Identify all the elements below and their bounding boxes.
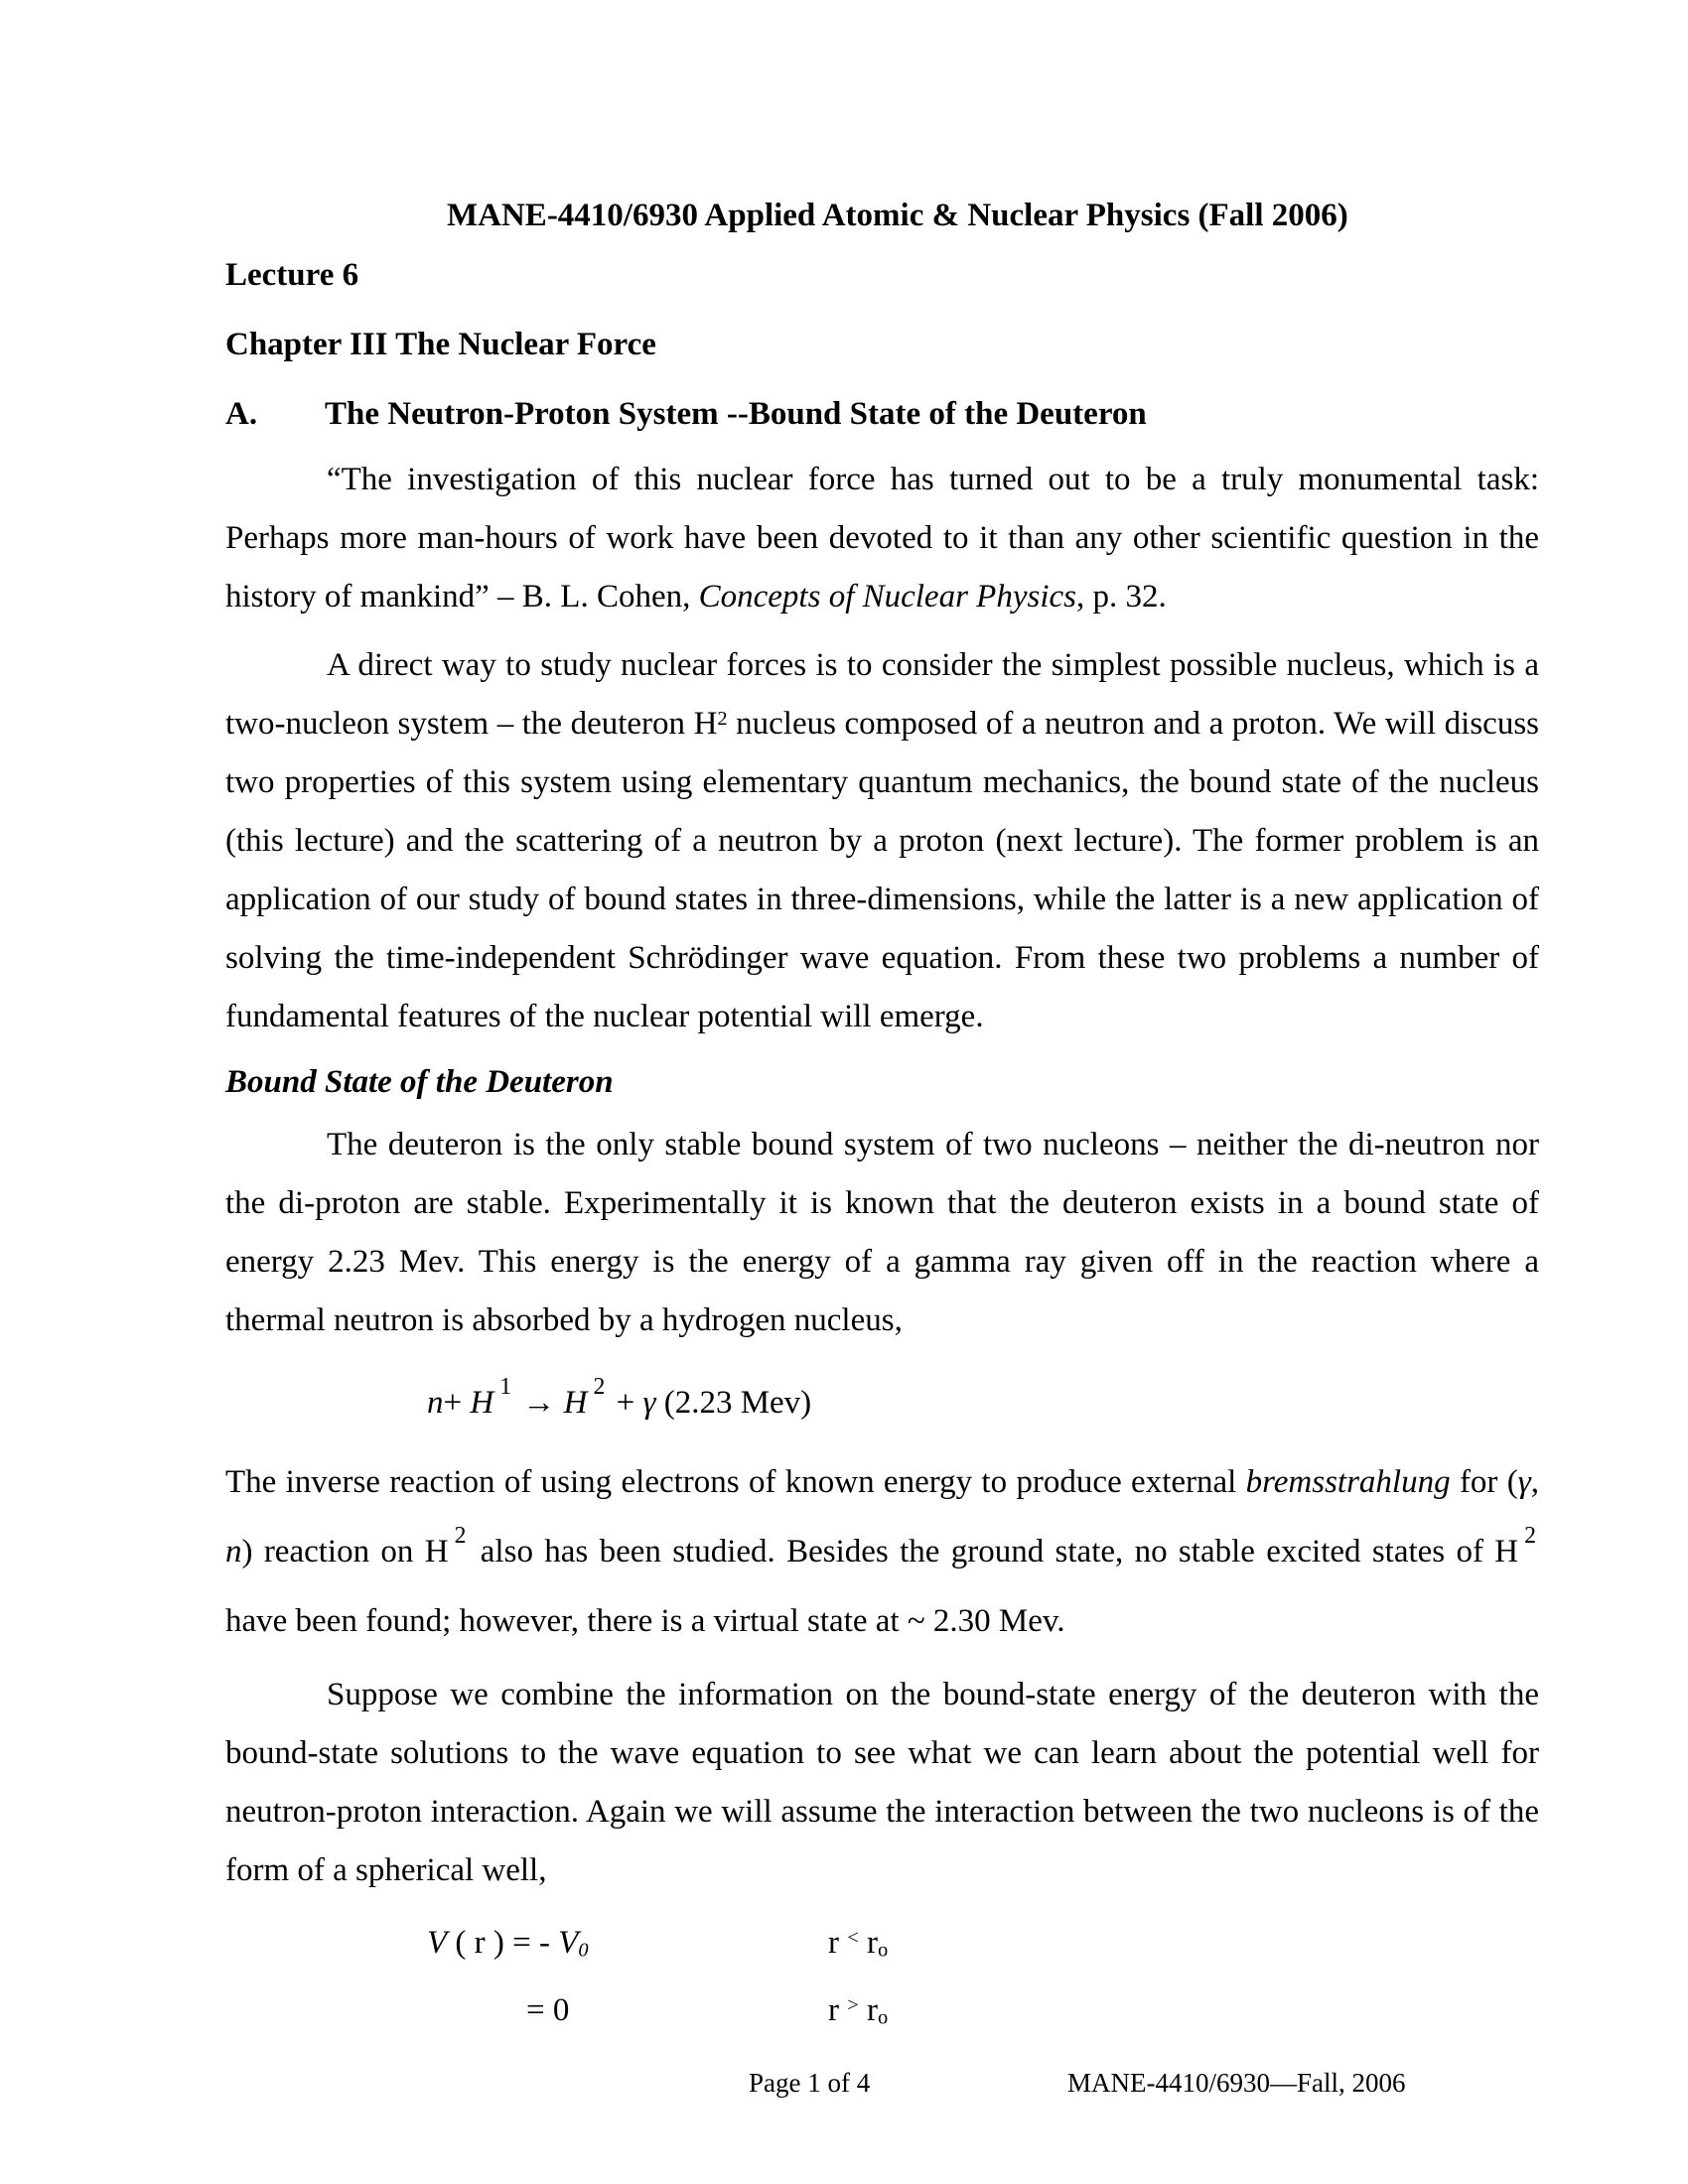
text-segment-i: V [558,1925,579,1961]
equation-potential-lhs2 [427,1983,828,2037]
text-segment: for ( [1450,1464,1518,1500]
text-segment: (2.23 Mev) [655,1385,812,1421]
footer-page-number: Page 1 of 4 [749,2068,871,2098]
text-segment-i: γ [1517,1464,1531,1500]
chapter-heading: Chapter III The Nuclear Force [225,327,656,362]
text-segment: , [1530,1464,1539,1500]
text-segment: The deuteron is the only stable bound system of two nucleons – neither the di-neutron nor the di-proton are stable. Experimentally it is known that the deuteron exists in a bound state of energy 2.23 Mev. This energy is the energy of a gamma ray given off in the reaction where a thermal neutron is absorbed by a hydrogen nucleus, [225,1127,1539,1338]
paragraph-cohen-quote [225,451,1539,626]
text-segment-isub: 0 [578,1939,589,1962]
paragraph-inverse-reaction [225,1447,1539,1656]
text-segment: have been found; however, there is a virtual state at ~ 2.30 Mev. [225,1603,1065,1639]
equation-potential-rhs2 [828,1992,888,2028]
text-segment: A direct way to study nuclear forces is to consider the simplest possible nucleus, which is a two-nucleon system – the deuteron H [225,647,1539,742]
text-segment-sup: 2 [717,707,728,730]
subsection-heading: Bound State of the Deuteron [225,1064,614,1100]
equation-neutron-capture [225,1374,1539,1432]
text-segment-esup: 2 [593,1373,606,1400]
text-segment: r [828,1992,848,2028]
paragraph-direct-way [225,636,1539,1046]
text-segment-i: H [563,1385,588,1421]
text-segment: “The investigation of this nuclear force has turned out to be a truly monumental task: Perhaps more man-hours of work have been devoted to it than any other scientific question in the history of mankind” – B. L. Cohen, [225,462,1539,614]
text-segment-sup: > [847,1993,859,2016]
text-segment: nucleus composed of a neutron and a proton. We will discuss two properties of this system using elementary quantum mechanics, the bound state of the nucleus (this lecture) and the scattering of a neutron by a proton (next lecture). The former problem is an application of our study of bound states in three-dimensions, while the latter is a new application of solving the time-independent Schrödinger wave equation. From these two problems a number of fundamental features of the nuclear potential will emerge. [225,706,1539,1034]
text-segment-sup: < [847,1926,859,1949]
text-segment: r [828,1925,848,1961]
paragraph-suppose-combine [225,1666,1539,1900]
footer-course-label: MANE-4410/6930—Fall, 2006 [1067,2068,1406,2098]
section-letter: A. [225,396,258,432]
text-segment-i: γ [642,1385,656,1421]
text-segment: + [443,1385,471,1421]
section-title: The Neutron-Proton System --Bound State of the Deuteron [325,396,1147,432]
text-segment: also has been studied. Besides the ground state, no stable excited states of H [469,1534,1519,1570]
equation-potential-rhs1 [828,1925,888,1961]
equation-potential-line1 [225,1916,1539,1970]
text-segment: r [858,1992,879,2028]
equation-potential-line2 [225,1983,1539,2037]
text-segment-esup: 2 [454,1522,467,1549]
text-segment-i: bremsstrahlung [1245,1464,1451,1500]
text-segment: ) reaction on H [241,1534,449,1570]
text-segment: , p. 32. [1075,579,1167,614]
text-segment-esup: 1 [499,1373,512,1400]
text-segment: The inverse reaction of using electrons of known energy to produce external [225,1464,1246,1500]
text-segment: = 0 [526,1992,570,2028]
text-segment-i: n [225,1534,242,1570]
text-segment-sub: o [878,2006,889,2029]
text-segment: + [608,1385,643,1421]
text-segment: Suppose we combine the information on the bound-state energy of the deuteron with the bound-state solutions to the wave equation to see what we can learn about the potential well for neutron-proton interaction. Again we will assume the interaction between the two nucleons is of the form of a spherical well, [225,1677,1539,1888]
equation-potential-lhs1 [427,1916,828,1970]
lecture-heading: Lecture 6 [225,257,359,293]
text-segment-sub: o [878,1939,889,1962]
text-segment-i: Concepts of Nuclear Physics [698,579,1076,614]
document-title: MANE-4410/6930 Applied Atomic & Nuclear Physics (Fall 2006) [447,198,1348,233]
text-segment: ( r ) = - [447,1925,559,1961]
text-segment-i: n [427,1385,444,1421]
text-segment-i: V [427,1925,448,1961]
text-segment-i: H [470,1385,494,1421]
section-heading [225,393,1539,435]
text-segment: → [514,1385,564,1421]
text-segment: r [858,1925,879,1961]
text-segment-esup: 2 [1524,1522,1536,1549]
paragraph-deuteron-stable [225,1116,1539,1350]
